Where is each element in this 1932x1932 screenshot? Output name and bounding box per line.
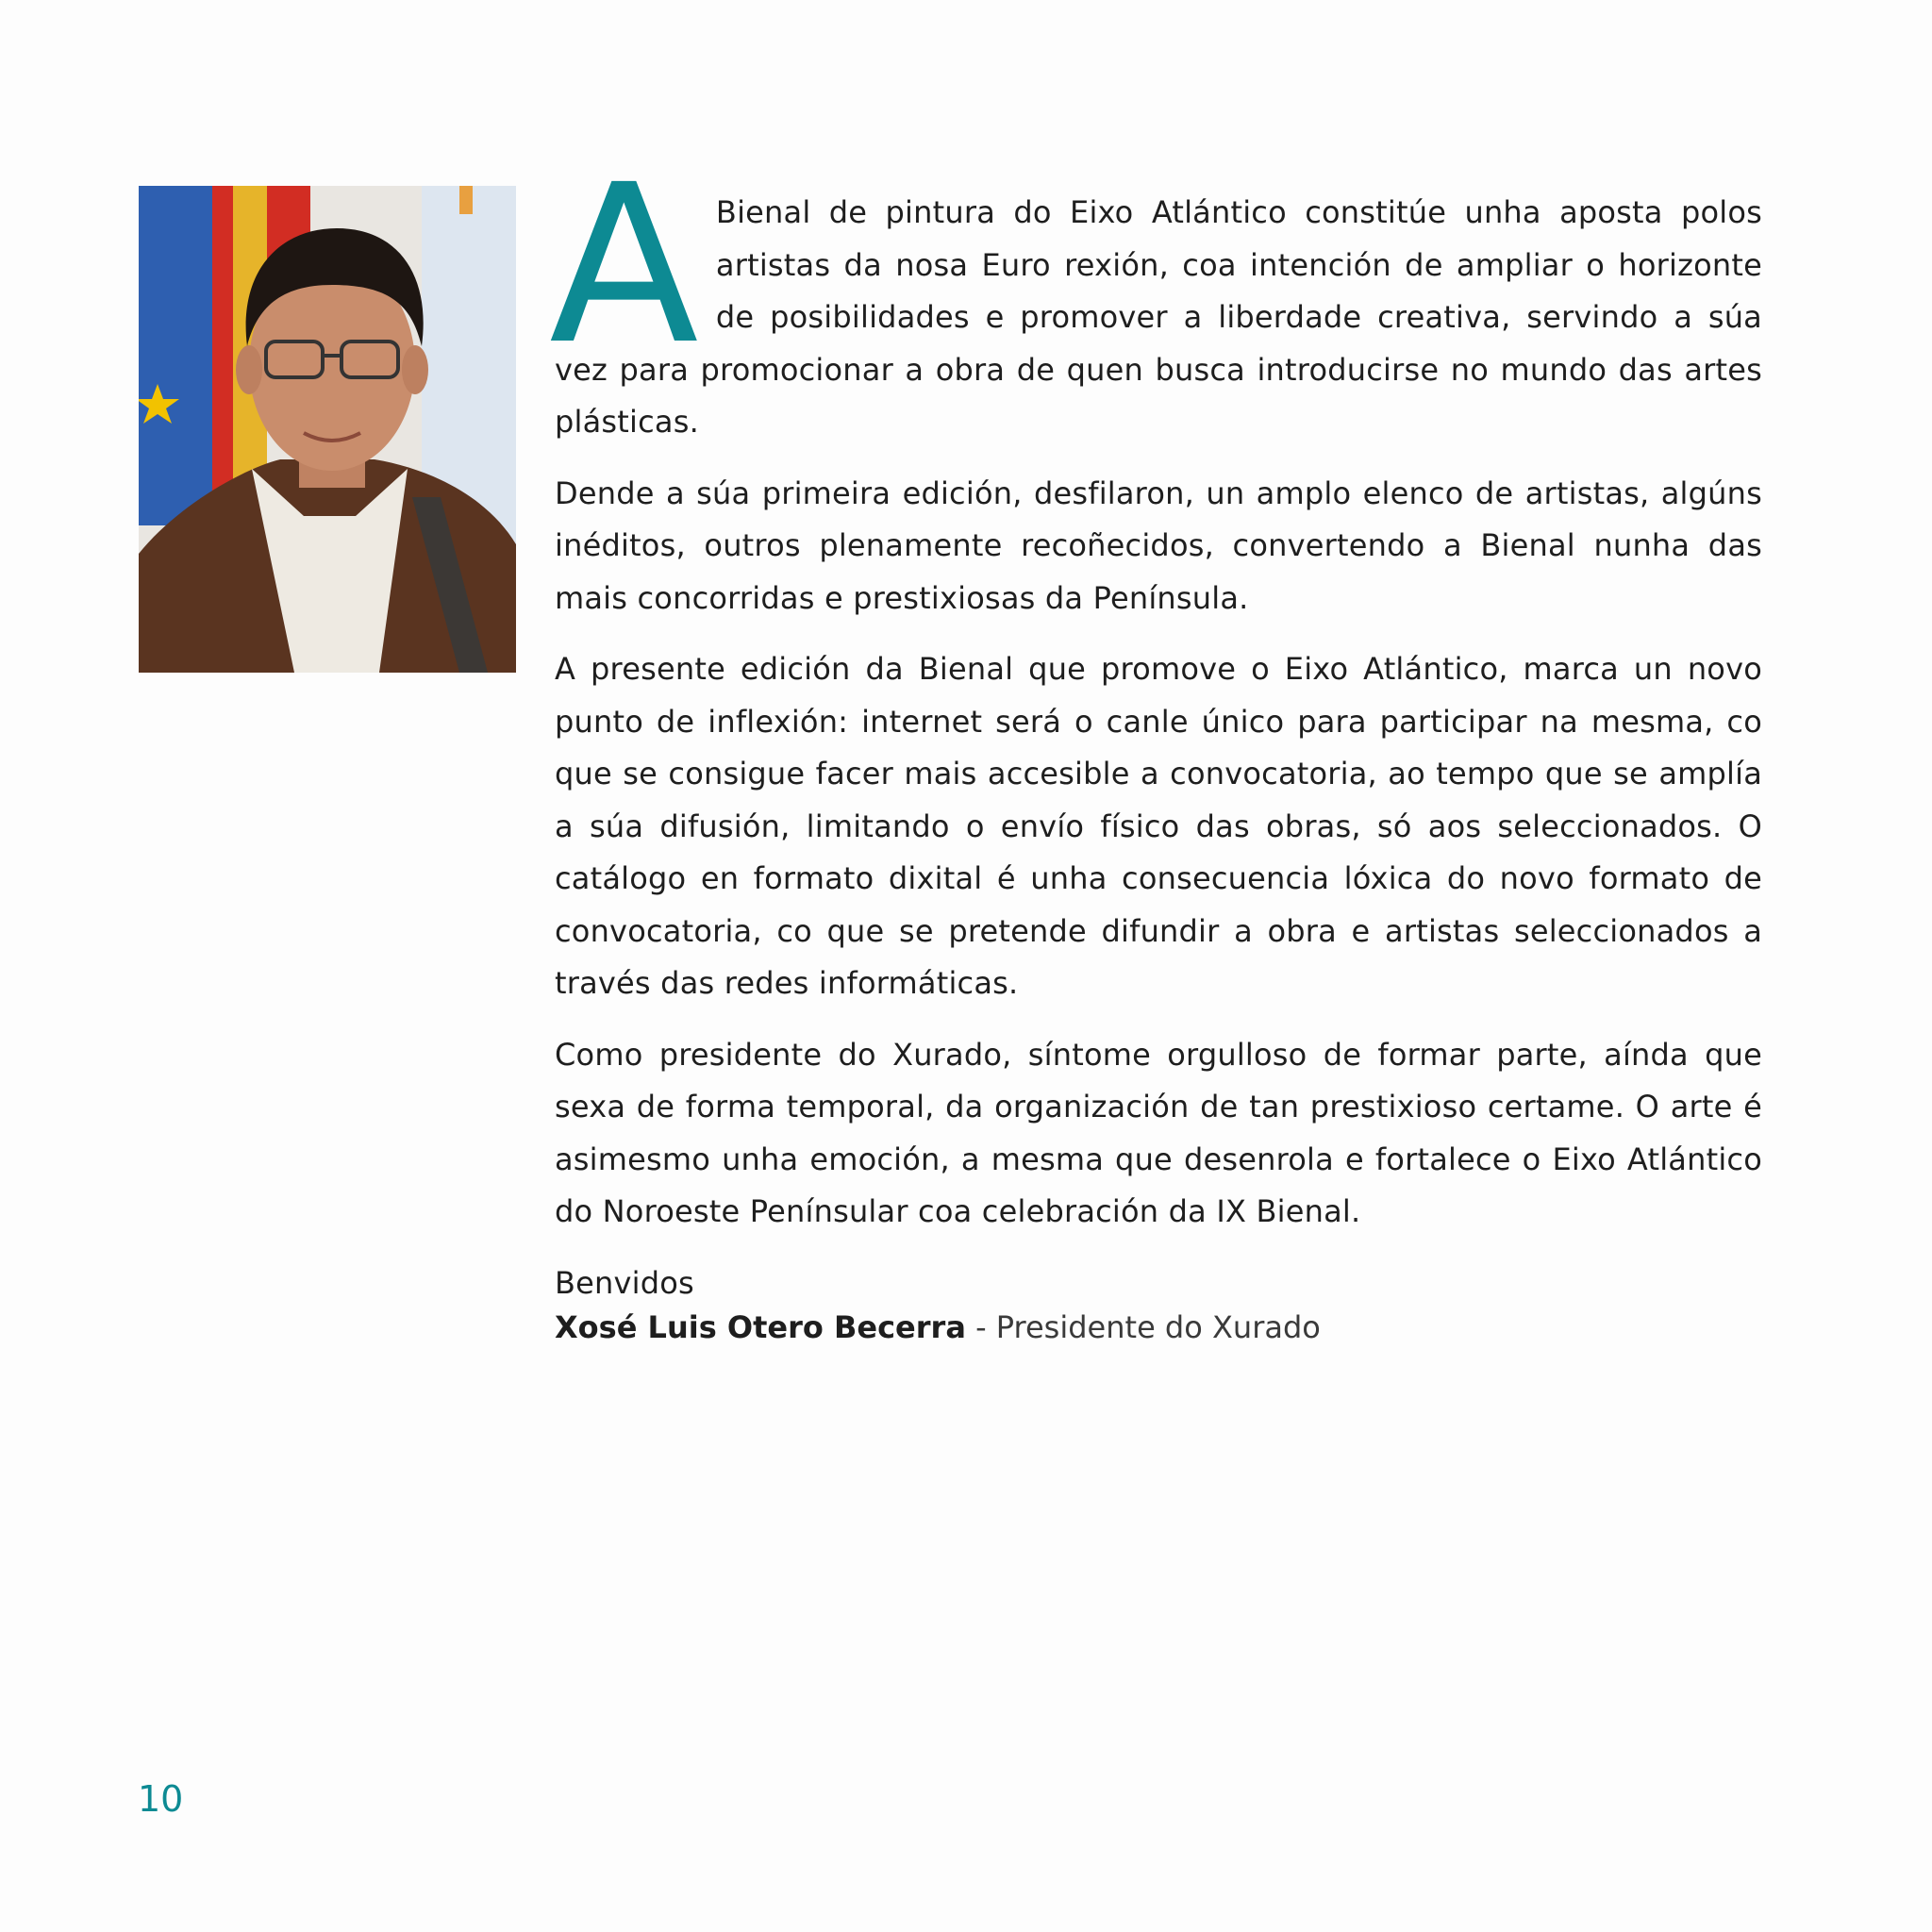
letter-body bbox=[549, 138, 1762, 1328]
closing-greeting: Benvidos bbox=[555, 1264, 694, 1301]
paragraph-1-text: Bienal de pintura do Eixo Atlántico constitúe unha aposta polos artistas da nosa Euro rexión, coa intención de ampliar o horizonte de posibilidades e promover a liberdade creativa, servindo a súa vez para promocionar a obra de quen busca introducirse no mundo das artes plásticas. bbox=[555, 194, 1762, 440]
portrait-illustration bbox=[139, 186, 516, 673]
paragraph-3: A presente edición da Bienal que promove o Eixo Atlántico, marca un novo punto de inflexión: internet será o canle único para participar na mesma, co que se consigue facer mais accesible a convocatoria, ao tempo que se amplía a súa difusión, limitando o envío físico das obras, só aos seleccionados. O catálogo en formato dixital é unha consecuencia lóxica do novo formato de convocatoria, co que se pretende difundir a obra e artistas seleccionados a través das redes informáticas. bbox=[555, 651, 1762, 1001]
page-number: 10 bbox=[138, 1778, 184, 1820]
signatory-role: Presidente do Xurado bbox=[995, 1309, 1321, 1345]
paragraph-2: Dende a súa primeira edición, desfilaron, un amplo elenco de artistas, algúns inéditos, outros plenamente recoñecidos, convertendo a Bienal nunha das mais concorridas e prestixiosas da Península. bbox=[555, 475, 1762, 616]
signature-separator: - bbox=[965, 1309, 996, 1345]
signature bbox=[555, 1302, 1321, 1354]
portrait-photo bbox=[139, 186, 516, 673]
drop-cap-letter: A bbox=[549, 138, 699, 392]
eu-flag bbox=[139, 186, 212, 525]
paragraph-1 bbox=[549, 138, 1762, 449]
paragraph-4: Como presidente do Xurado, síntome orgulloso de formar parte, aínda que sexa de forma temporal, da organización de tan prestixioso certame. O arte é asimesmo unha emoción, a mesma que desenrola e fortalece o Eixo Atlántico do Noroeste Penínsular coa celebración da IX Bienal. bbox=[555, 1036, 1762, 1229]
signatory-name: Xosé Luis Otero Becerra bbox=[555, 1309, 966, 1345]
